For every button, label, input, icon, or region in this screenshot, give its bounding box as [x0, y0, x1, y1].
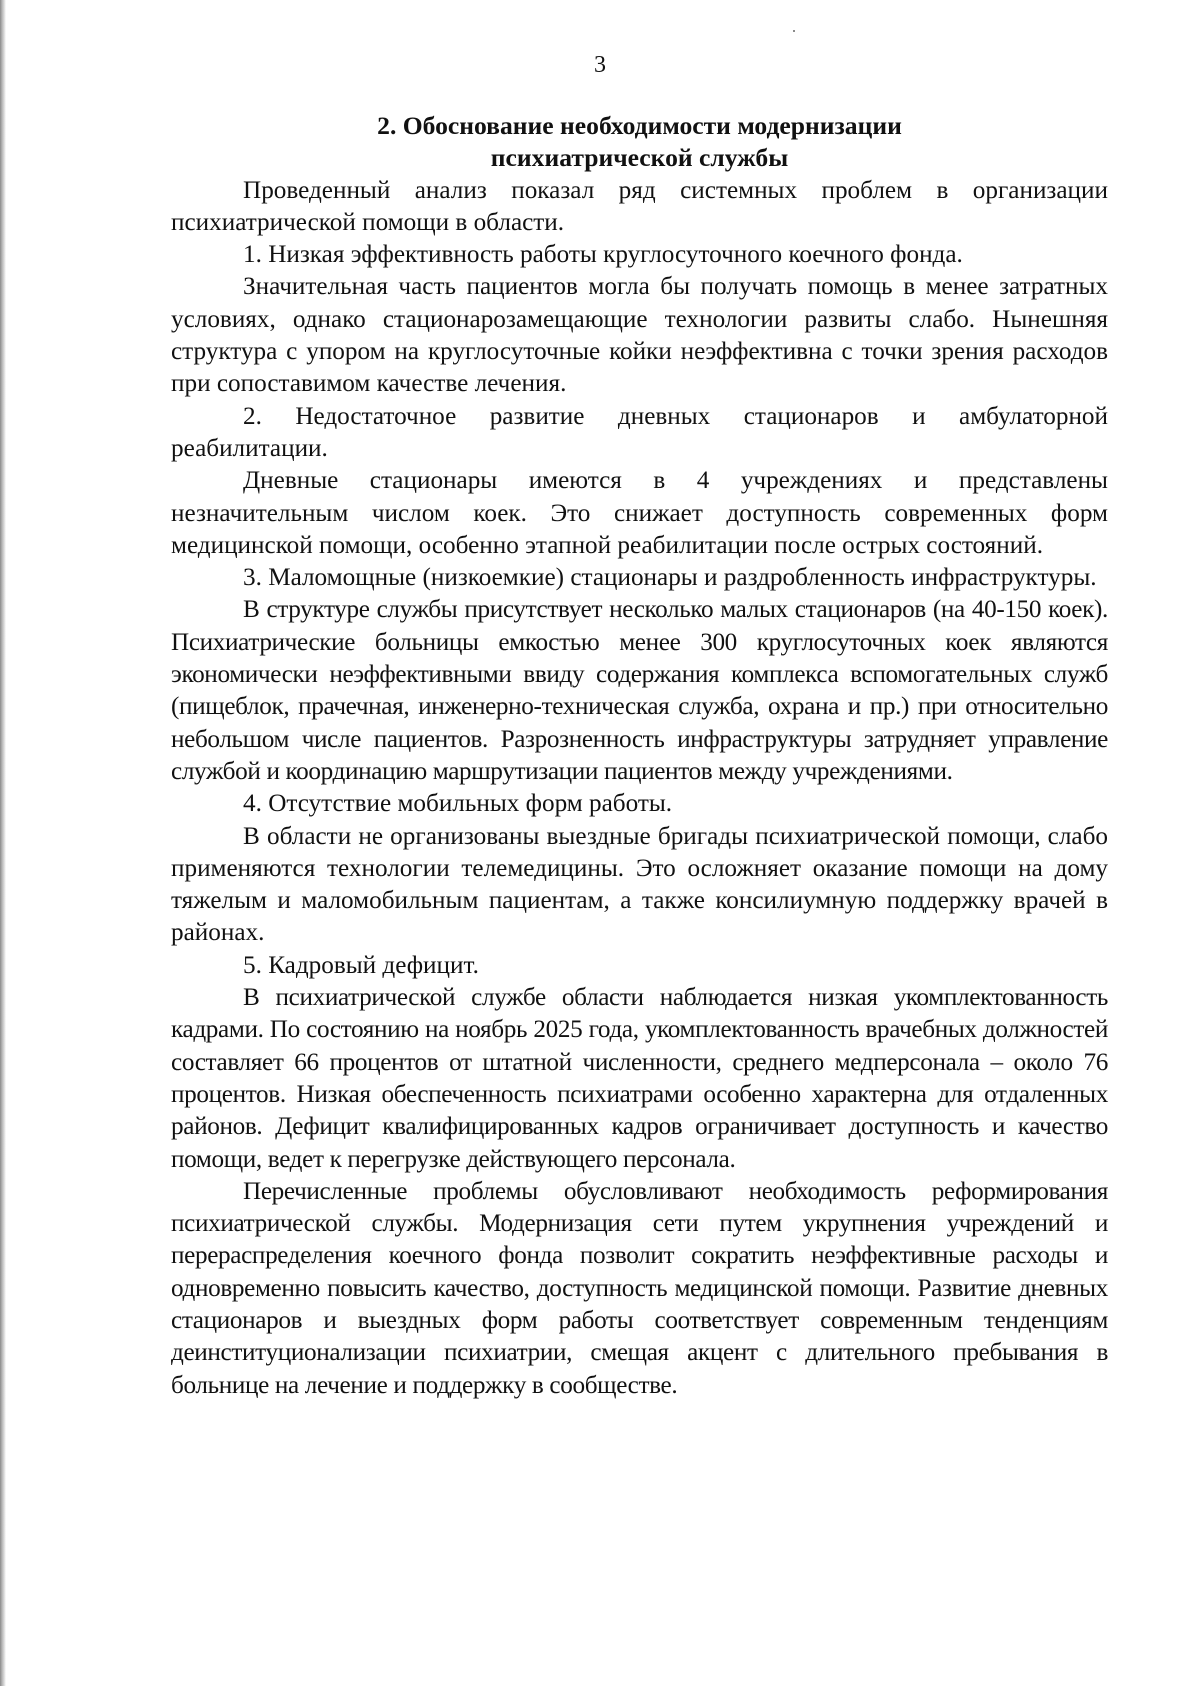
problem-heading-2: 2. Недостаточное развитие дневных стационаров и амбулаторной реабилитации. — [171, 402, 1108, 462]
scan-speck — [793, 30, 795, 32]
paragraph-intro: Проведенный анализ показал ряд системных проблем в организации психиатрической помощи в области. — [171, 176, 1108, 236]
problem-heading-3: 3. Маломощные (низкоемкие) стационары и раздробленность инфраструктуры. — [243, 564, 1097, 592]
problem-heading-4: 4. Отсутствие мобильных форм работы. — [243, 790, 673, 818]
paragraph-problem-1: Значительная часть пациентов могла бы получать помощь в менее затратных условиях, однако стационарозамещающие технологии развиты слабо. Нынешняя структура с упором на круглосуточные койки неэффективна с точки зрения расходов при сопоставимом качестве лечения. — [171, 273, 1108, 398]
scan-edge — [0, 0, 6, 1686]
problem-heading-5: 5. Кадровый дефицит. — [243, 951, 479, 979]
section-title-line-2: психиатрической службы — [490, 143, 789, 173]
document-body — [171, 110, 1108, 1402]
paragraph-problem-2: Дневные стационары имеются в 4 учреждениях и представлены незначительным числом коек. Это снижает доступность современных форм медицинской помощи, особенно этапной реабилитации после острых состояний. — [171, 467, 1108, 559]
paragraph-conclusion: Перечисленные проблемы обусловливают необходимость реформирования психиатрической службы. Модернизация сети путем укрупнения учреждений и перераспределения коечного фонда позволит сократить неэффективные расходы и одновременно повысить качество, доступность медицинской помощи. Развитие дневных стационаров и выездных форм работы соответствует современным тенденциям деинституционализации психиатрии, смещая акцент с длительного пребывания в больнице на лечение и поддержку в сообществе. — [171, 1177, 1108, 1399]
problem-heading-1: 1. Низкая эффективность работы круглосуточного коечного фонда. — [243, 241, 963, 269]
section-title-line-1: 2. Обоснование необходимости модернизации — [377, 111, 902, 140]
paragraph-problem-3: В структуре службы присутствует несколько малых стационаров (на 40-150 коек). Психиатрические больницы емкостью менее 300 круглосуточных коек являются экономически неэффективными ввиду содержания комплекса вспомогательных служб (пищеблок, прачечная, инженерно-техническая служба, охрана и пр.) при относительно небольшом числе пациентов. Разрозненность инфраструктуры затрудняет управление службой и координацию маршрутизации пациентов между учреждениями. — [171, 596, 1108, 785]
section-title — [171, 110, 1108, 175]
paragraph-problem-5: В психиатрической службе области наблюдается низкая укомплектованность кадрами. По состоянию на ноябрь 2025 года, укомплектованность врачебных должностей составляет 66 процентов от штатной численности, среднего медперсонала – около 76 процентов. Низкая обеспеченность психиатрами особенно характерна для отдаленных районов. Дефицит квалифицированных кадров ограничивает доступность и качество помощи, ведет к перегрузке действующего персонала. — [171, 984, 1108, 1173]
page-number: 3 — [594, 52, 606, 78]
paragraph-problem-4: В области не организованы выездные бригады психиатрической помощи, слабо применяются технологии телемедицины. Это осложняет оказание помощи на дому тяжелым и маломобильным пациентам, а также консилиумную поддержку врачей в районах. — [171, 822, 1108, 947]
